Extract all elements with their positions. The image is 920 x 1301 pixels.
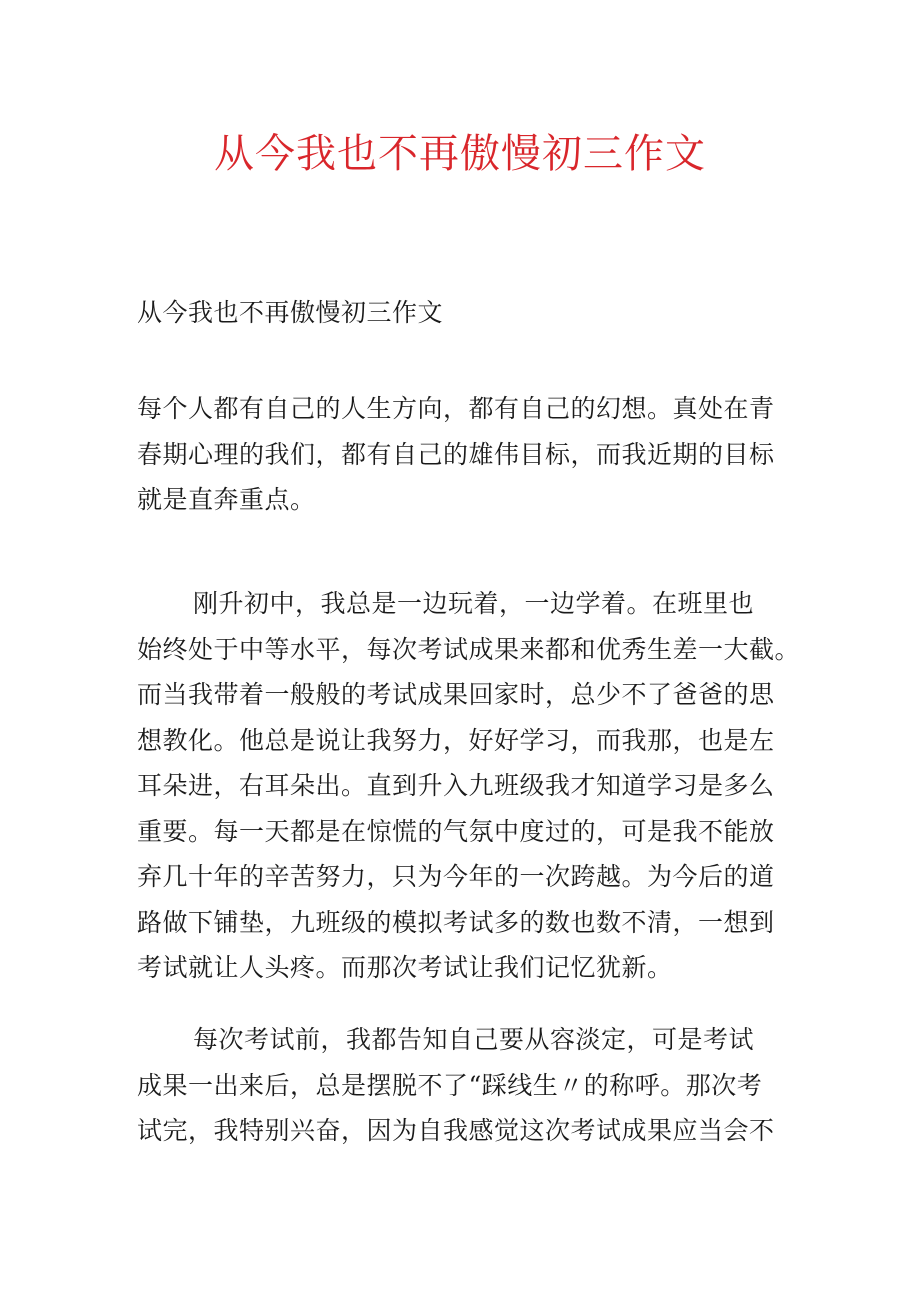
document-title: 从今我也不再傲慢初三作文 (214, 131, 706, 177)
paragraph-3-line: 试完，我特别兴奋，因为自我感觉这次考试成果应当会不 (137, 1116, 775, 1145)
document-subtitle: 从今我也不再傲慢初三作文 (137, 298, 444, 327)
paragraph-2 (137, 581, 801, 991)
paragraph-3-line: 成果一出来后，总是摆脱不了“踩线生〃的称呼。那次考 (137, 1070, 763, 1100)
paragraph-3 (137, 1017, 787, 1154)
paragraph-2-line: 刚升初中，我总是一边玩着，一边学着。在班里也 (193, 589, 755, 618)
paragraph-1-line: 就是直奔重点。 (137, 485, 316, 514)
paragraph-2-line: 而当我带着一般般的考试成果回家时，总少不了爸爸的思 (137, 680, 775, 709)
paragraph-1 (137, 386, 787, 523)
paragraph-2-line: 路做下铺垫，九班级的模拟考试多的数也数不清，一想到 (137, 907, 775, 937)
paragraph-2-line: 耳朵进，右耳朵出。直到升入九班级我才知道学习是多么 (137, 771, 775, 800)
paragraph-3-line: 每次考试前，我都告知自己要从容淡定，可是考试 (193, 1025, 755, 1054)
paragraph-1-line: 每个人都有自己的人生方向，都有自己的幻想。真处在青 (137, 394, 775, 423)
paragraph-2-line: 弃几十年的辛苦努力，只为今年的一次跨越。为今后的道 (137, 862, 775, 891)
paragraph-2-line: 始终处于中等水平，每次考试成果来都和优秀生差一大截。 (137, 634, 801, 664)
paragraph-2-line: 考试就让人头疼。而那次考试让我们记忆犹新。 (137, 953, 673, 982)
paragraph-2-line: 重要。每一天都是在惊慌的气氛中度过的，可是我不能放 (137, 816, 775, 846)
paragraph-1-line: 春期心理的我们，都有自己的雄伟目标，而我近期的目标 (137, 439, 775, 469)
paragraph-2-line: 想教化。他总是说让我努力，好好学习，而我那，也是左 (137, 725, 775, 755)
